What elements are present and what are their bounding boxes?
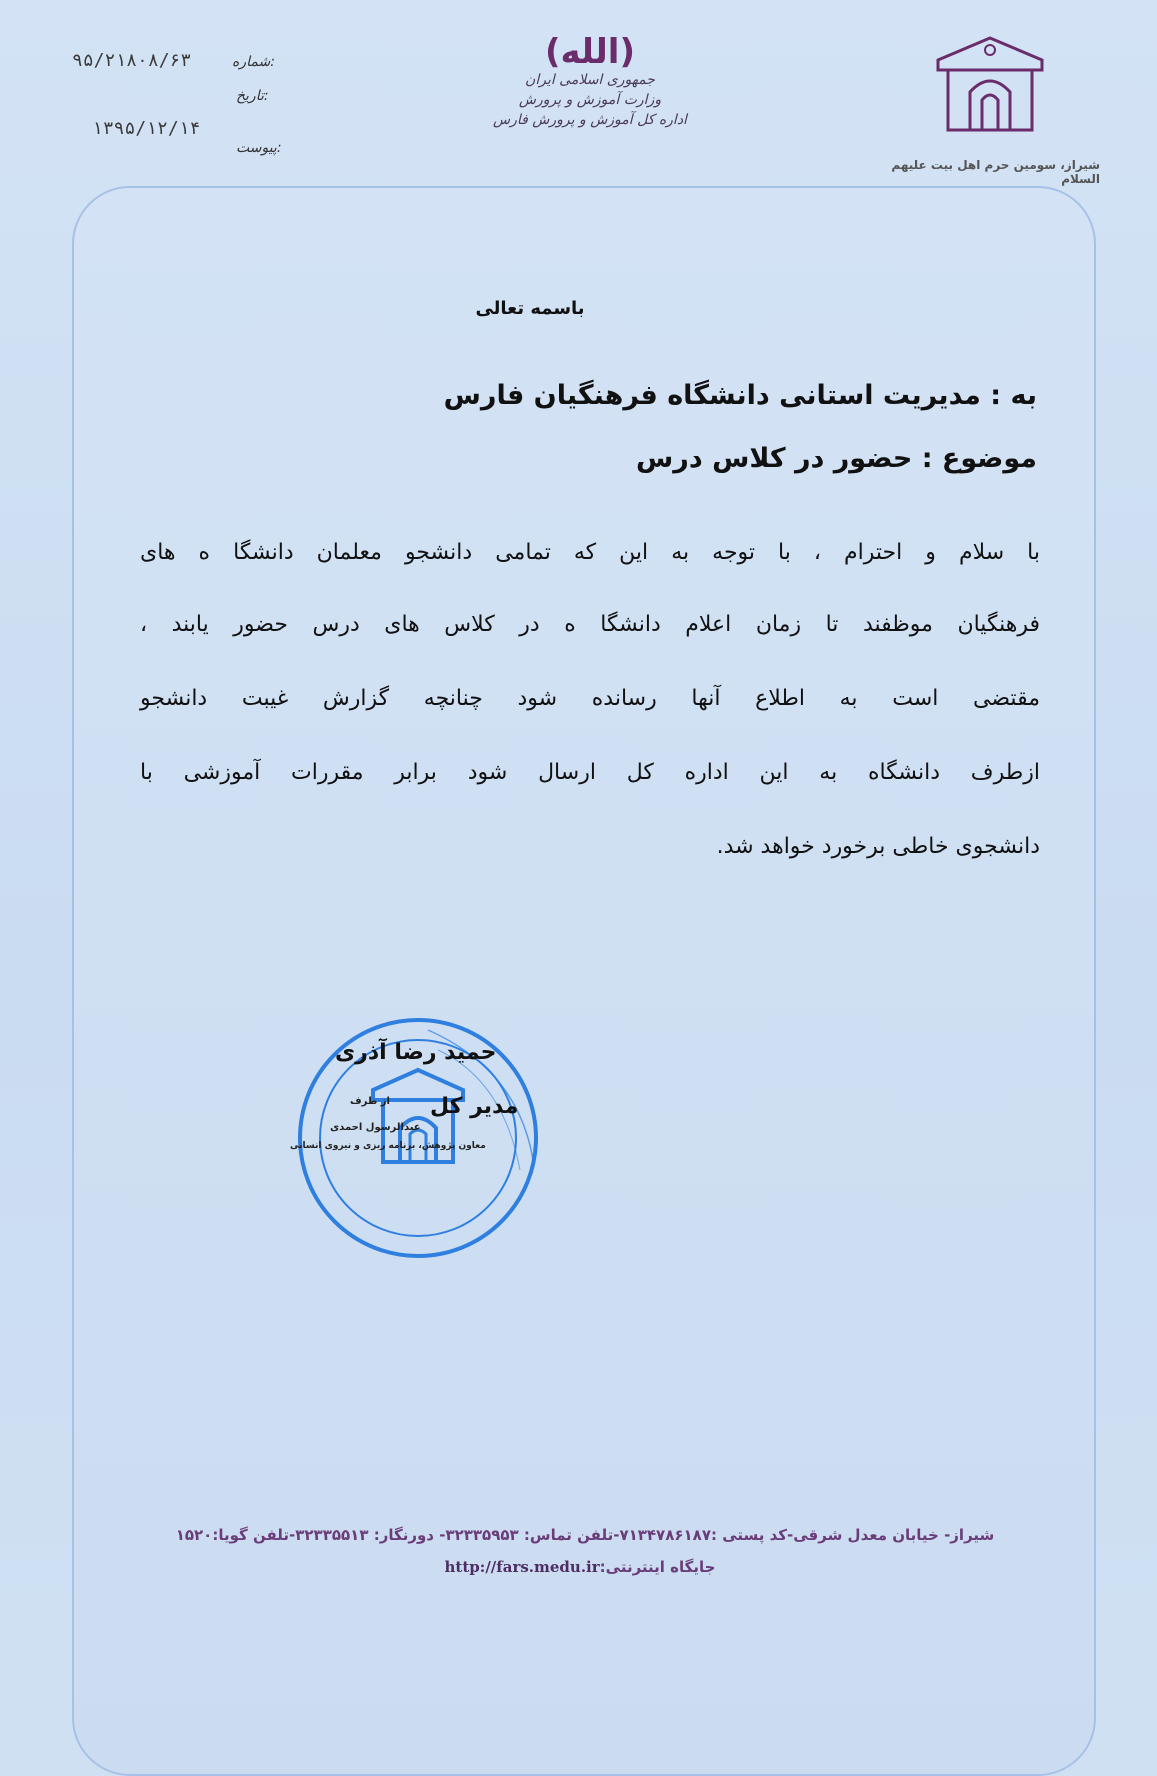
fars-education-logo-icon bbox=[930, 30, 1050, 140]
footer-address: شیراز- خیابان معدل شرقی-کد پستی :۷۱۳۴۷۸۶۱۸۷-تلفن تماس: ۳۲۳۳۵۹۵۳- دورنگار: ۳۲۳۳۵۵۱۳-تلفن گویا:۱۵۲۰ bbox=[175, 1526, 995, 1544]
letter-attachment-label: پیوست: bbox=[236, 140, 282, 156]
letter-date-value: ۱۳۹۵/۱۲/۱۴ bbox=[92, 118, 201, 139]
signatory-name: حمید رضا آذری bbox=[335, 1040, 497, 1065]
footer-website bbox=[300, 1558, 860, 1576]
body-line: ازطرف دانشگاه به این اداره کل ارسال شود برابر مقررات آموزشی با bbox=[140, 760, 1040, 785]
on-behalf-label: از طرف bbox=[350, 1096, 390, 1107]
heading-line-ministry: وزارت آموزش و پرورش bbox=[518, 92, 662, 108]
subject-line: موضوع : حضور در کلاس درس bbox=[636, 443, 1037, 474]
deputy-name: عبدالرسول احمدی bbox=[330, 1122, 421, 1133]
website-link[interactable]: http://fars.medu.ir bbox=[444, 1558, 600, 1576]
body-line: دانشجوی خاطی برخورد خواهد شد. bbox=[716, 834, 1040, 859]
letter-date-label: تاریخ: bbox=[236, 88, 269, 104]
letter-number-label: شماره: bbox=[232, 54, 275, 70]
logo-caption: شیراز، سومین حرم اهل بیت علیهم السلام bbox=[891, 158, 1100, 186]
website-label: جایگاه اینترنتی: bbox=[599, 1558, 716, 1576]
body-line: مقتضی است به اطلاع آنها رسانده شود چنانچه گزارش غیبت دانشجو bbox=[140, 686, 1040, 711]
recipient-line: به : مدیریت استانی دانشگاه فرهنگیان فارس bbox=[443, 380, 1037, 411]
signatory-title: مدیر کل bbox=[430, 1094, 519, 1119]
body-line: با سلام و احترام ، با توجه به این که تمامی دانشجو معلمان دانشگا ه های bbox=[140, 540, 1040, 565]
heading-line-republic: جمهوری اسلامی ایران bbox=[525, 72, 655, 88]
ministry-heading bbox=[470, 34, 710, 130]
letter-number-value: ۹۵/۲۱۸۰۸/۶۳ bbox=[72, 50, 192, 71]
iran-emblem-icon: (الله) bbox=[545, 32, 635, 72]
body-line: فرهنگیان موظفند تا زمان اعلام دانشگا ه در کلاس های درس حضور یابند ، bbox=[140, 612, 1040, 637]
salutation: باسمه تعالی bbox=[475, 298, 585, 319]
heading-line-department: اداره کل آموزش و پرورش فارس bbox=[493, 112, 687, 128]
deputy-title: معاون پژوهش، برنامه ریزی و نیروی انسانی bbox=[290, 1141, 486, 1151]
